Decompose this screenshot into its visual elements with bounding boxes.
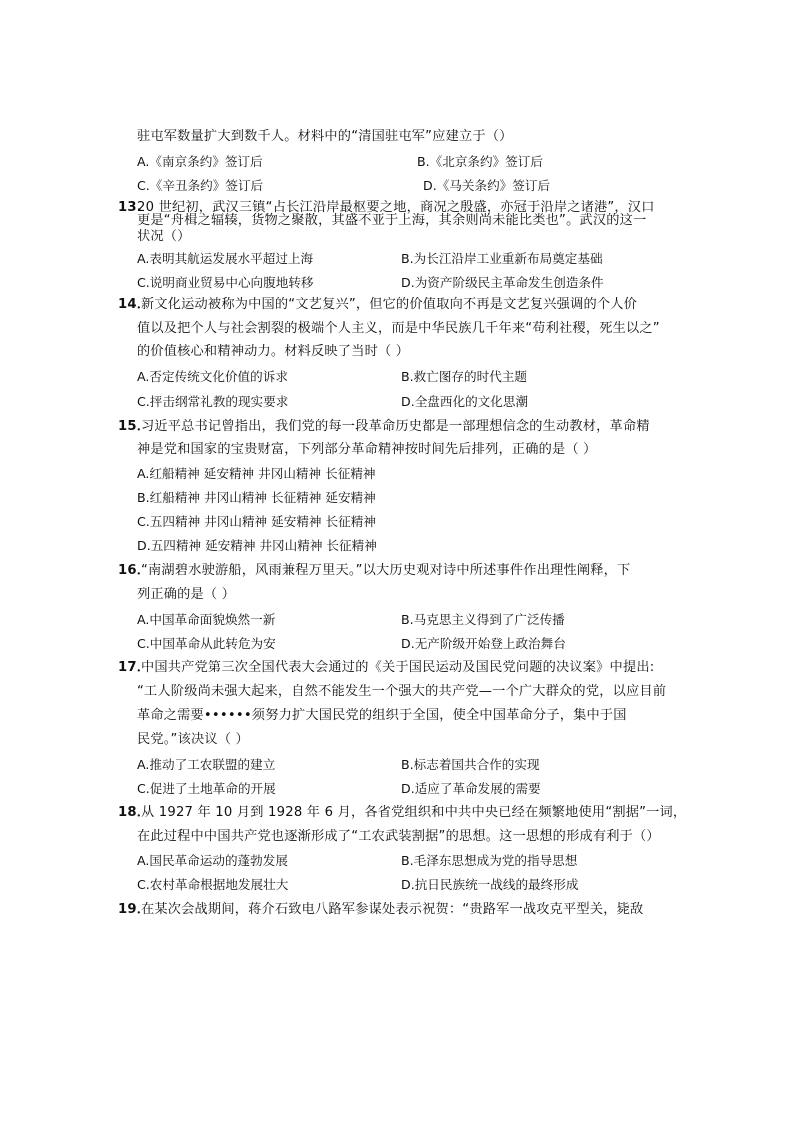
q14-stem-line-2: 值以及把个人与社会割裂的极端个人主义，而是中华民族几千年来“苟利社稷，死生以之” xyxy=(137,321,660,336)
q12-option-d[interactable]: D.《马关条约》签订后 xyxy=(423,178,551,193)
q15-option-b[interactable]: B.红船精神 井冈山精神 长征精神 延安精神 xyxy=(137,490,376,505)
q18-option-c[interactable]: C.农村革命根据地发展壮大 xyxy=(137,877,289,892)
q12-continuation: 驻屯军数量扩大到数千人。材料中的“清国驻屯军”应建立于（） xyxy=(137,129,513,144)
q18-option-b[interactable]: B.毛泽东思想成为党的指导思想 xyxy=(401,853,578,868)
q17-option-b[interactable]: B.标志着国共合作的实现 xyxy=(401,757,540,772)
q13-option-a[interactable]: A.表明其航运发展水平超过上海 xyxy=(137,251,314,266)
q15-option-c[interactable]: C.五四精神 井冈山精神 延安精神 长征精神 xyxy=(137,514,376,529)
q17-stem-line-1: 中国共产党第三次全国代表大会通过的《关于国民运动及国民党问题的决议案》中提出: xyxy=(141,660,655,675)
q18-option-d[interactable]: D.抗日民族统一战线的最终形成 xyxy=(401,877,579,892)
q14-stem-line-1: 新文化运动被称为中国的“文艺复兴”，但它的价值取向不再是文艺复兴强调的个人价 xyxy=(141,297,638,312)
q16-option-b[interactable]: B.马克思主义得到了广泛传播 xyxy=(401,612,565,627)
q18-number: 18． xyxy=(118,805,151,820)
q17-stem-line-4: 民党。”该决议（ ） xyxy=(137,732,249,747)
q15-option-d[interactable]: D.五四精神 延安精神 井冈山精神 长征精神 xyxy=(137,538,377,553)
q13-option-d[interactable]: D.为资产阶级民主革命发生创造条件 xyxy=(401,275,604,290)
q14-option-d[interactable]: D.全盘西化的文化思潮 xyxy=(401,394,529,409)
q12-option-c[interactable]: C.《辛丑条约》签订后 xyxy=(137,178,264,193)
q17-stem-line-2: “工人阶级尚未强大起来，自然不能发生一个强大的共产党—一个广大群众的党，以应目前 xyxy=(137,684,667,699)
q16-stem-line-1: “南湖碧水驶游船，风雨兼程万里天。”以大历史观对诗中所述事件作出理性阐释，下 xyxy=(141,563,631,578)
q13-option-b[interactable]: B.为长江沿岸工业重新布局奠定基础 xyxy=(401,251,603,266)
q12-option-b[interactable]: B.《北京条约》签订后 xyxy=(417,154,543,169)
q18-option-a[interactable]: A.国民革命运动的蓬勃发展 xyxy=(137,853,288,868)
q17-option-a[interactable]: A.推动了工农联盟的建立 xyxy=(137,757,276,772)
q14-stem-line-3: 的价值核心和精神动力。材料反映了当时（ ） xyxy=(137,344,410,359)
q17-option-c[interactable]: C.促进了土地革命的开展 xyxy=(137,781,276,796)
q16-option-c[interactable]: C.中国革命从此转危为安 xyxy=(137,636,276,651)
q17-number: 17． xyxy=(118,660,151,675)
q13-stem-line-2: 更是“舟楫之辐辏，货物之聚散，其盛不亚于上海，其余则尚未能比类也”。武汉的这一 xyxy=(137,213,647,228)
q15-number: 15． xyxy=(118,419,151,434)
q13-stem-line-1: 20 世纪初，武汉三镇“占长江沿岸最枢要之地，商况之殷盛，亦冠于沿岸之诸港”，汉口 xyxy=(137,200,655,215)
q17-stem-line-3: 革命之需要••••••须努力扩大国民党的组织于全国，使全中国革命分子，集中于国 xyxy=(137,708,627,723)
q18-stem-line-2: 在此过程中中国共产党也逐渐形成了“工农武装割据”的思想。这一思想的形成有利于（） xyxy=(137,829,660,844)
q13-stem-line-3: 状况（） xyxy=(137,229,191,244)
q17-option-d[interactable]: D.适应了革命发展的需要 xyxy=(401,781,541,796)
q16-number: 16． xyxy=(118,563,151,578)
q18-stem-line-1: 从 1927 年 10 月到 1928 年 6 月，各省党组织和中共中央已经在频繁地使用“割据”一词， xyxy=(141,805,687,820)
q19-number: 19． xyxy=(118,902,151,917)
q13-number: 13. xyxy=(118,200,142,215)
q13-option-c[interactable]: C.说明商业贸易中心向腹地转移 xyxy=(137,275,314,290)
q14-option-b[interactable]: B.救亡图存的时代主题 xyxy=(401,369,527,384)
q14-option-a[interactable]: A.否定传统文化价值的诉求 xyxy=(137,369,288,384)
q15-stem-line-1: 习近平总书记曾指出，我们党的每一段革命历史都是一部理想信念的生动教材，革命精 xyxy=(141,419,650,434)
q19-stem-line-1: 在某次会战期间，蒋介石致电八路军参谋处表示祝贺：“贵路军一战攻克平型关，毙敌 xyxy=(141,902,644,917)
q16-option-a[interactable]: A.中国革命面貌焕然一新 xyxy=(137,612,276,627)
q15-option-a[interactable]: A.红船精神 延安精神 井冈山精神 长征精神 xyxy=(137,466,376,481)
q16-option-d[interactable]: D.无产阶级开始登上政治舞台 xyxy=(401,636,566,651)
q16-stem-line-2: 列正确的是（ ） xyxy=(137,587,236,602)
q12-option-a[interactable]: A.《南京条约》签订后 xyxy=(137,154,263,169)
q14-option-c[interactable]: C.抨击纲常礼教的现实要求 xyxy=(137,394,289,409)
q14-number: 14． xyxy=(118,297,151,312)
q15-stem-line-2: 神是党和国家的宝贵财富，下列部分革命精神按时间先后排列，正确的是（ ） xyxy=(137,442,597,457)
